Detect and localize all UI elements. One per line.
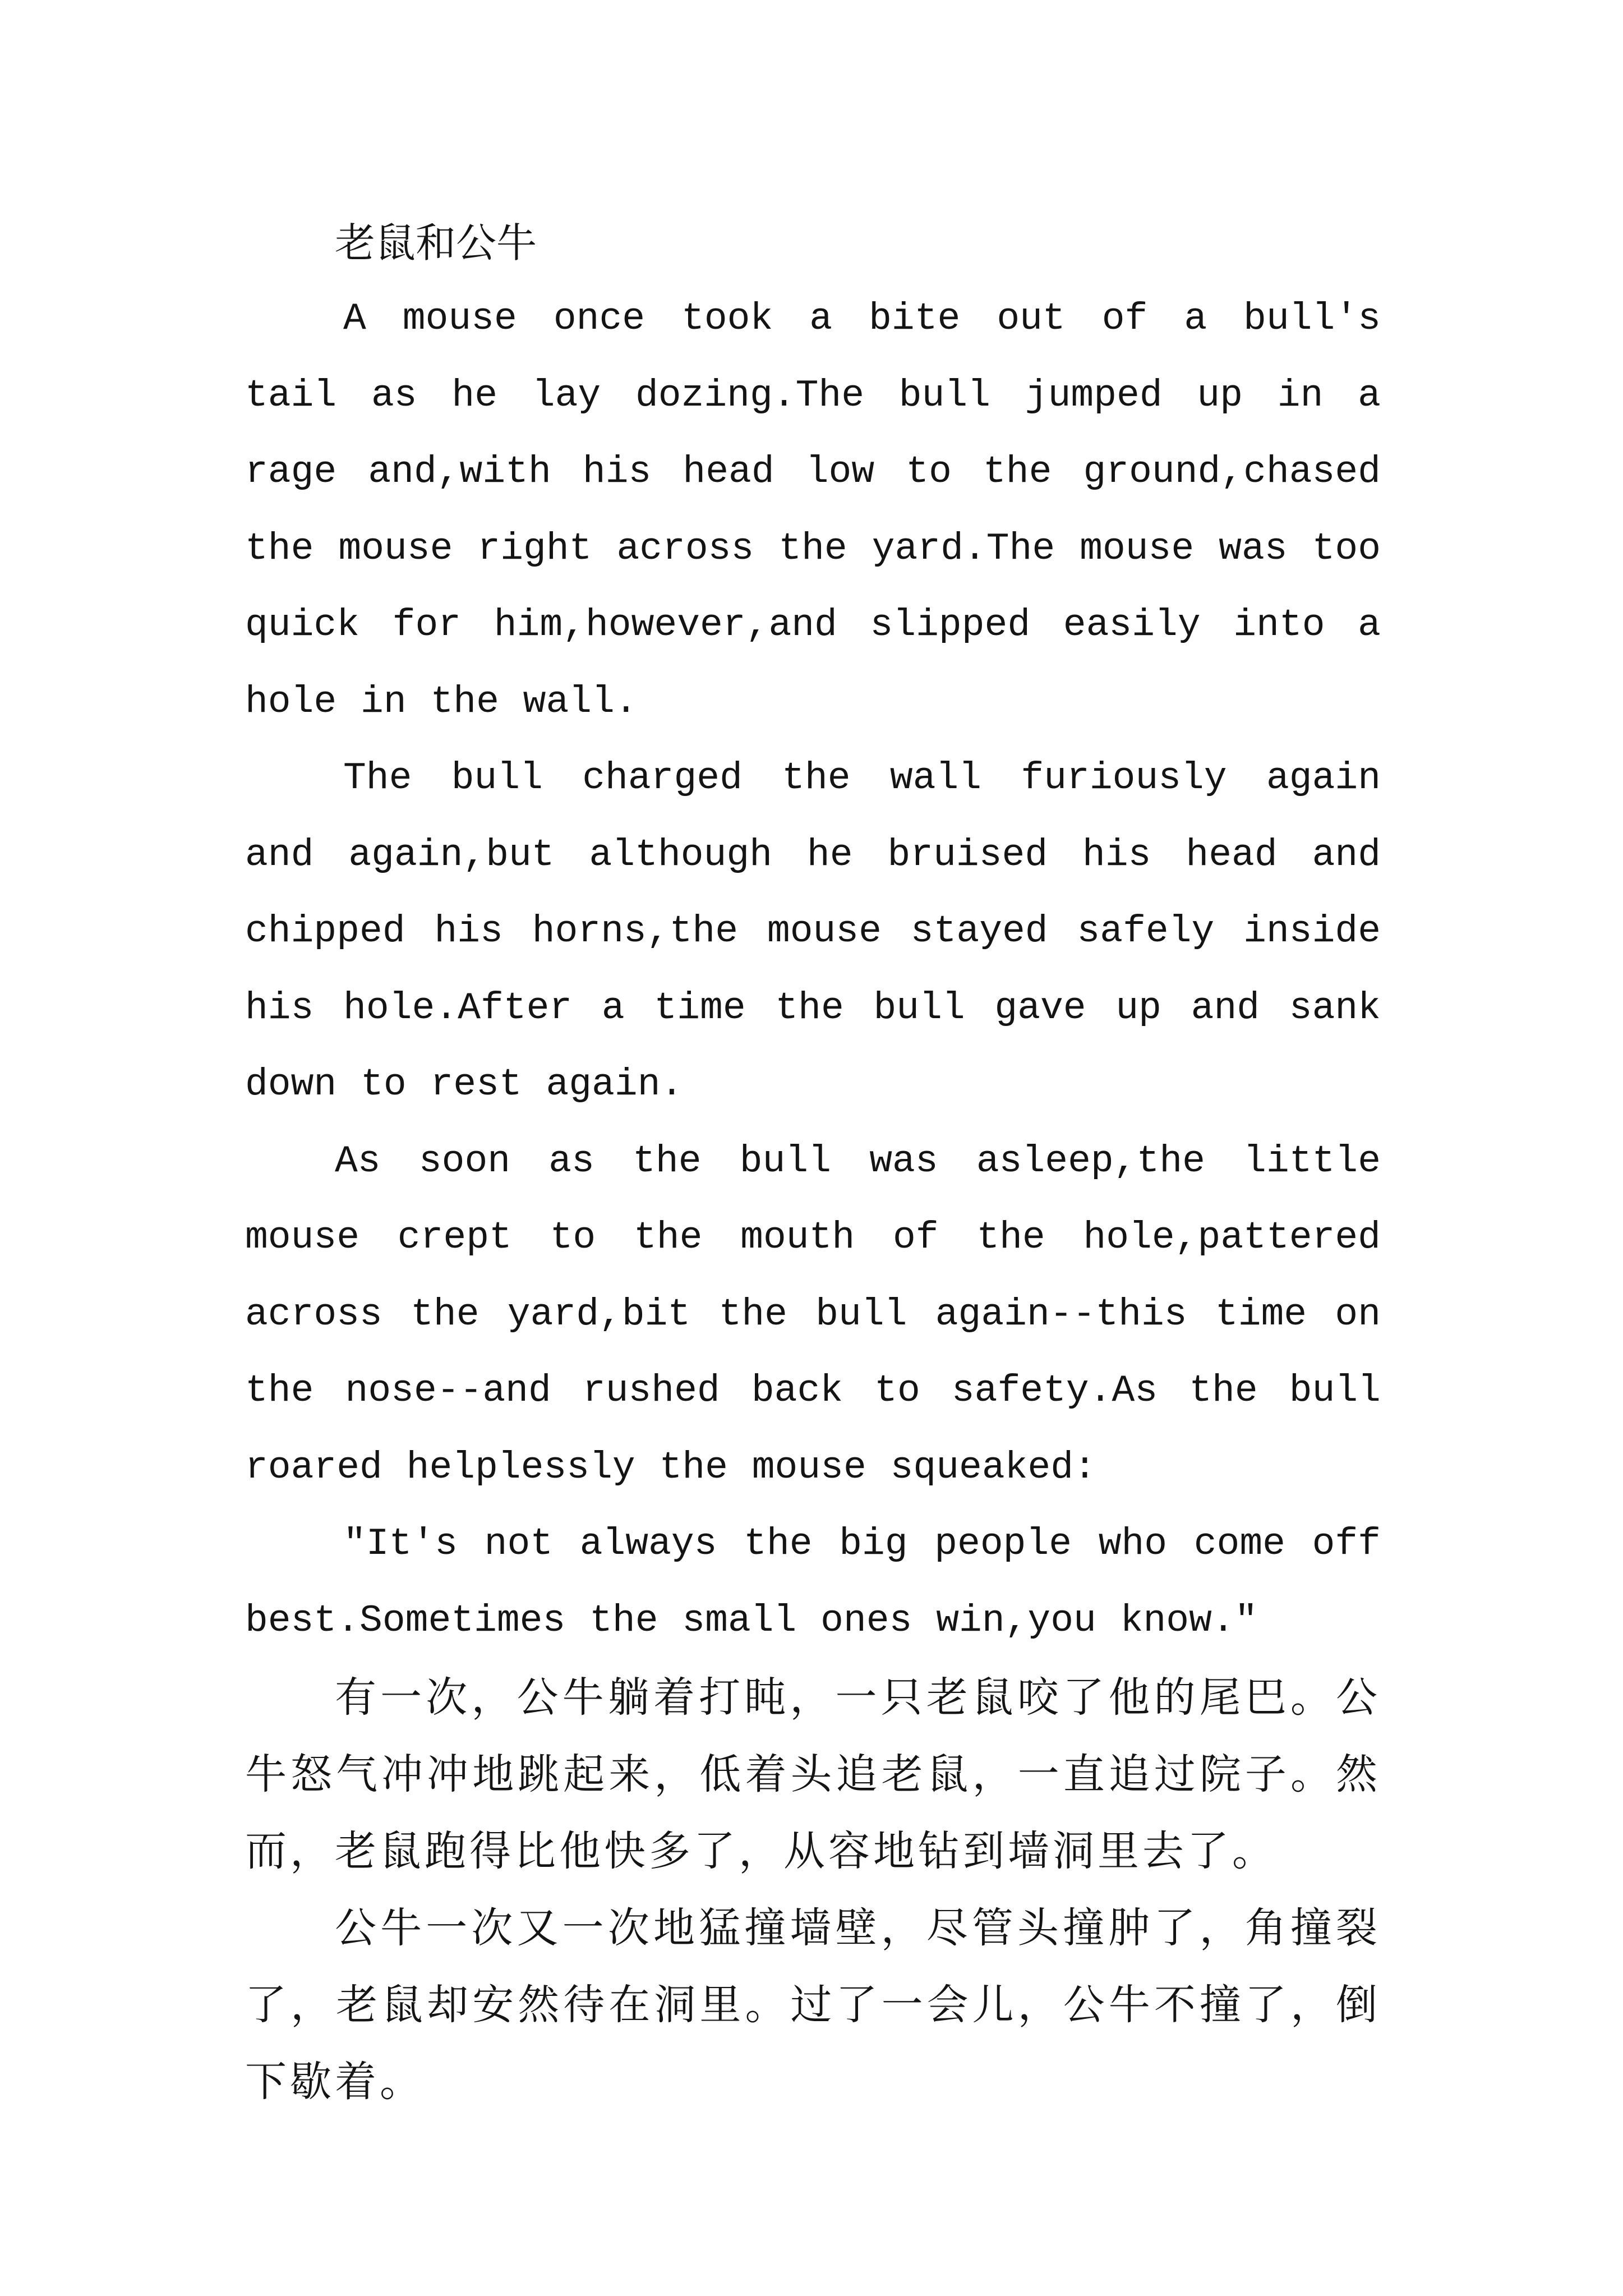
document-title: 老鼠和公牛: [335, 219, 537, 266]
english-paragraph-4: "It's not always the big people who come off best.Sometimes the small ones win,you know.": [245, 1522, 1381, 1642]
document-body: [245, 205, 1381, 2120]
english-paragraph-2: The bull charged the wall furiously again and again,but although he bruised his head and chipped his horns,the mouse stayed safely inside his hole.After a time the bull gave up and sank down to rest again.: [245, 757, 1381, 1106]
chinese-paragraph-1: 有一次，公牛躺着打盹，一只老鼠咬了他的尾巴。公牛怒气冲冲地跳起来，低着头追老鼠，一直追过院子。然而，老鼠跑得比他快多了，从容地钻到墙洞里去了。: [245, 1673, 1381, 1875]
english-paragraph-1: A mouse once took a bite out of a bull's tail as he lay dozing.The bull jumped up in a rage and,with his head low to the ground,chased the mouse right across the yard.The mouse was too quick for him,however,and slipped easily into a hole in the wall.: [245, 297, 1381, 724]
english-paragraph-3: As soon as the bull was asleep,the little mouse crept to the mouth of the hole,pattered across the yard,bit the bull again--this time on the nose--and rushed back to safety.As the bull roared helplessly the mouse squeaked:: [245, 1139, 1381, 1489]
chinese-paragraph-2: 公牛一次又一次地猛撞墙壁，尽管头撞肿了，角撞裂了，老鼠却安然待在洞里。过了一会儿，公牛不撞了，倒下歇着。: [245, 1904, 1381, 2106]
